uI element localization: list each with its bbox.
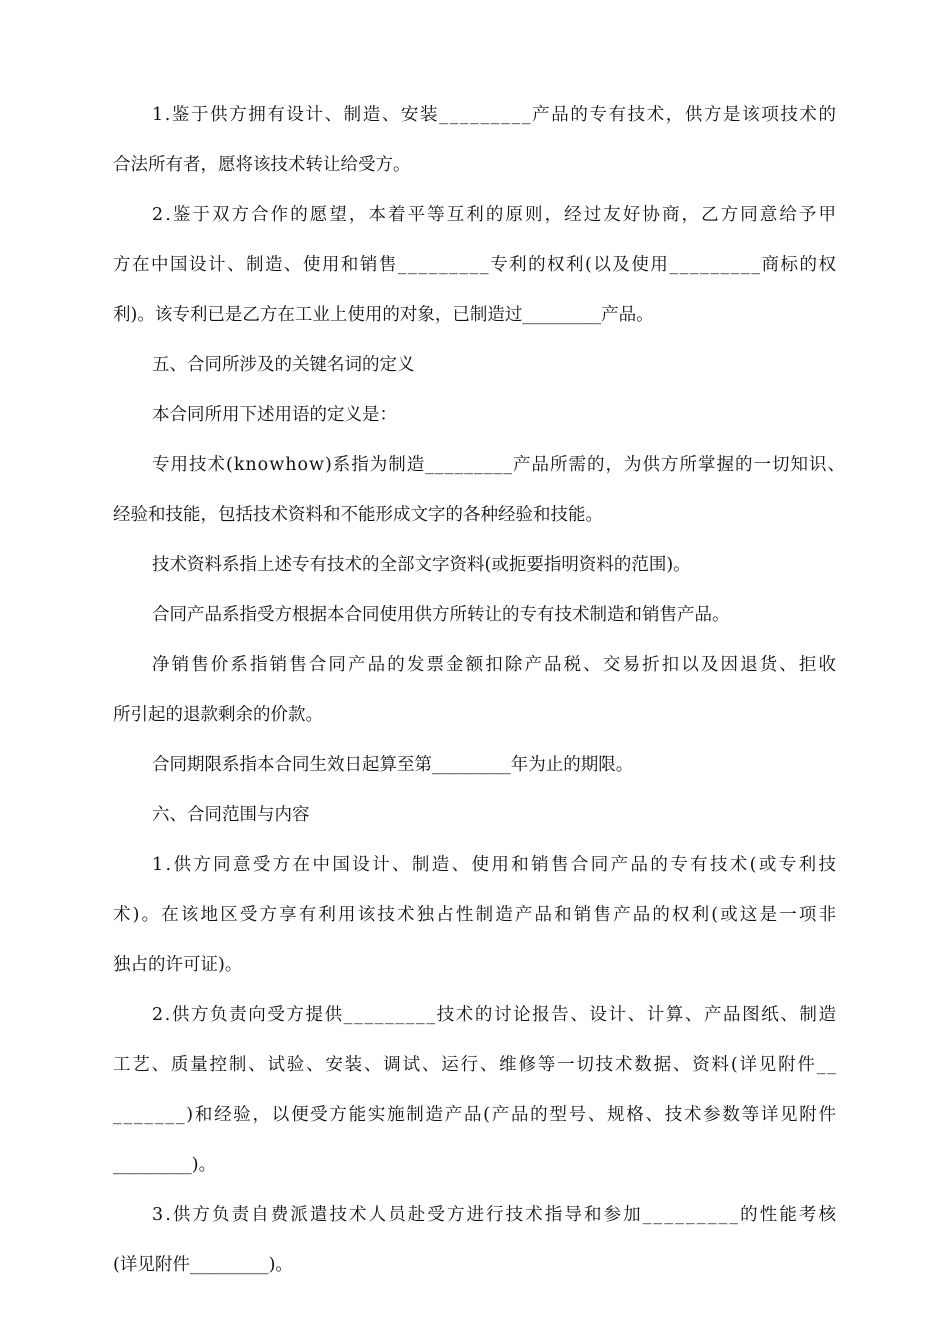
scope-2-line-1: 2.供方负责向受方提供_________技术的讨论报告、设计、计算、产品图纸、制造 bbox=[152, 1005, 838, 1025]
scope-1-line-3: 独占的许可证)。 bbox=[113, 955, 243, 975]
scope-2-line-3: _______)和经验，以便受方能实施制造产品(产品的型号、规格、技术参数等详见附件 bbox=[113, 1105, 838, 1125]
para-2-line-1: 2.鉴于双方合作的愿望，本着平等互利的原则，经过友好协商，乙方同意给予甲 bbox=[152, 205, 839, 225]
scope-3-line-1: 3.供方负责自费派遣技术人员赴受方进行技术指导和参加_________的性能考核 bbox=[152, 1205, 839, 1225]
def-contract-term: 合同期限系指本合同生效日起算至第_________年为止的期限。 bbox=[152, 755, 634, 775]
def-technical-data: 技术资料系指上述专有技术的全部文字资料(或扼要指明资料的范围)。 bbox=[152, 555, 691, 575]
def-net-price-line-2: 所引起的退款剩余的价款。 bbox=[113, 705, 323, 725]
section-heading-5: 五、合同所涉及的关键名词的定义 bbox=[152, 355, 415, 375]
def-net-price-line-1: 净销售价系指销售合同产品的发票金额扣除产品税、交易折扣以及因退货、拒收 bbox=[152, 655, 839, 675]
para-1-line-2: 合法所有者，愿将该技术转让给受方。 bbox=[113, 155, 411, 175]
scope-3-line-2: (详见附件_________)。 bbox=[113, 1255, 293, 1275]
scope-1-line-2: 术)。在该地区受方享有利用该技术独占性制造产品和销售产品的权利(或这是一项非 bbox=[113, 905, 839, 925]
para-2-line-3: 利)。该专利已是乙方在工业上使用的对象，已制造过_________产品。 bbox=[113, 305, 654, 325]
scope-1-line-1: 1.供方同意受方在中国设计、制造、使用和销售合同产品的专有技术(或专利技 bbox=[152, 855, 839, 875]
section-heading-6: 六、合同范围与内容 bbox=[152, 805, 310, 825]
definitions-intro: 本合同所用下述用语的定义是： bbox=[152, 405, 397, 425]
para-2-line-2: 方在中国设计、制造、使用和销售_________专利的权利(以及使用_________商标的权 bbox=[113, 255, 838, 275]
def-knowhow-line-1: 专用技术(knowhow)系指为制造_________产品所需的，为供方所掌握的一切知识、 bbox=[152, 455, 846, 475]
def-knowhow-line-2: 经验和技能，包括技术资料和不能形成文字的各种经验和技能。 bbox=[113, 505, 603, 525]
def-contract-product: 合同产品系指受方根据本合同使用供方所转让的专有技术制造和销售产品。 bbox=[152, 605, 730, 625]
para-1-line-1: 1.鉴于供方拥有设计、制造、安装_________产品的专有技术，供方是该项技术的 bbox=[152, 105, 838, 125]
scope-2-line-2: 工艺、质量控制、试验、安装、调试、运行、维修等一切技术数据、资料(详见附件__ bbox=[113, 1055, 838, 1075]
scope-2-line-4: _________)。 bbox=[113, 1155, 217, 1175]
